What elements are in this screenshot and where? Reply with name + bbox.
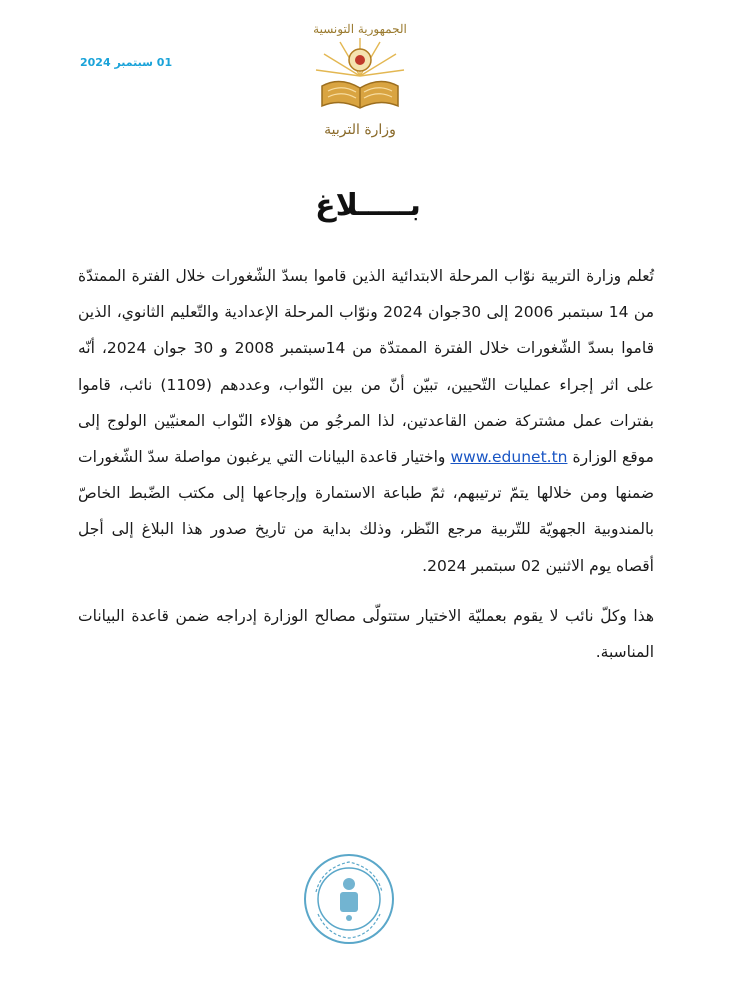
paragraph-1-text-b: واختيار قاعدة البيانات التي يرغبون مواصلة سدّ الشّغورات ضمنها ومن خلالها يتمّ ترتيبهم، ثمّ طباعة الاستمارة وإرجاعها إلى مكتب الضّبط الخاصّ بالمندوبية الجهويّة للتّربية مرجع النّظر، وذلك بداية من تاريخ صدور هذا البلاغ إلى أجل أقصاه يوم الاثنين 02 سبتمبر 2024.: [78, 448, 654, 575]
paragraph-2: هذا وكلّ نائب لا يقوم بعمليّة الاختيار ستتولّى مصالح الوزارة إدراجه ضمن قاعدة البيانات المناسبة.: [78, 606, 654, 662]
page-title: بـــــلاغ: [315, 188, 421, 223]
ministry-label: وزارة التربية: [324, 122, 396, 138]
republic-label: الجمهورية التونسية: [313, 22, 407, 36]
document-date: 01 سبتمبر 2024: [80, 56, 173, 69]
paragraph-1: [78, 258, 654, 584]
official-seal-icon: [302, 852, 396, 946]
communique-body: [78, 258, 654, 670]
book-emblem-icon: [310, 36, 410, 116]
paragraph-1-text-a: تُعلم وزارة التربية نوّاب المرحلة الابتدائية الذين قاموا بسدّ الشّغورات خلال الفترة الممتدّة من 14 سبتمبر 2006 إلى 30جوان 2024 ونوّاب المرحلة الإعدادية والتّعليم الثانوي، الذين قاموا بسدّ الشّغورات خلال الفترة الممتدّة من 14سبتمبر 2008 و 30 جوان 2024، أنّه على اثر إجراء عمليات التّحيين، تبيّن أنّ من بين النّواب، وعددهم (1109) نائب، قاموا بفترات عمل مشتركة ضمن القاعدتين، لذا المرجُو من هؤلاء النّواب المعنيّين الولوج إلى موقع الوزارة: [78, 267, 654, 467]
edunet-link[interactable]: www.edunet.tn: [450, 448, 568, 467]
ministry-emblem: [310, 22, 410, 147]
